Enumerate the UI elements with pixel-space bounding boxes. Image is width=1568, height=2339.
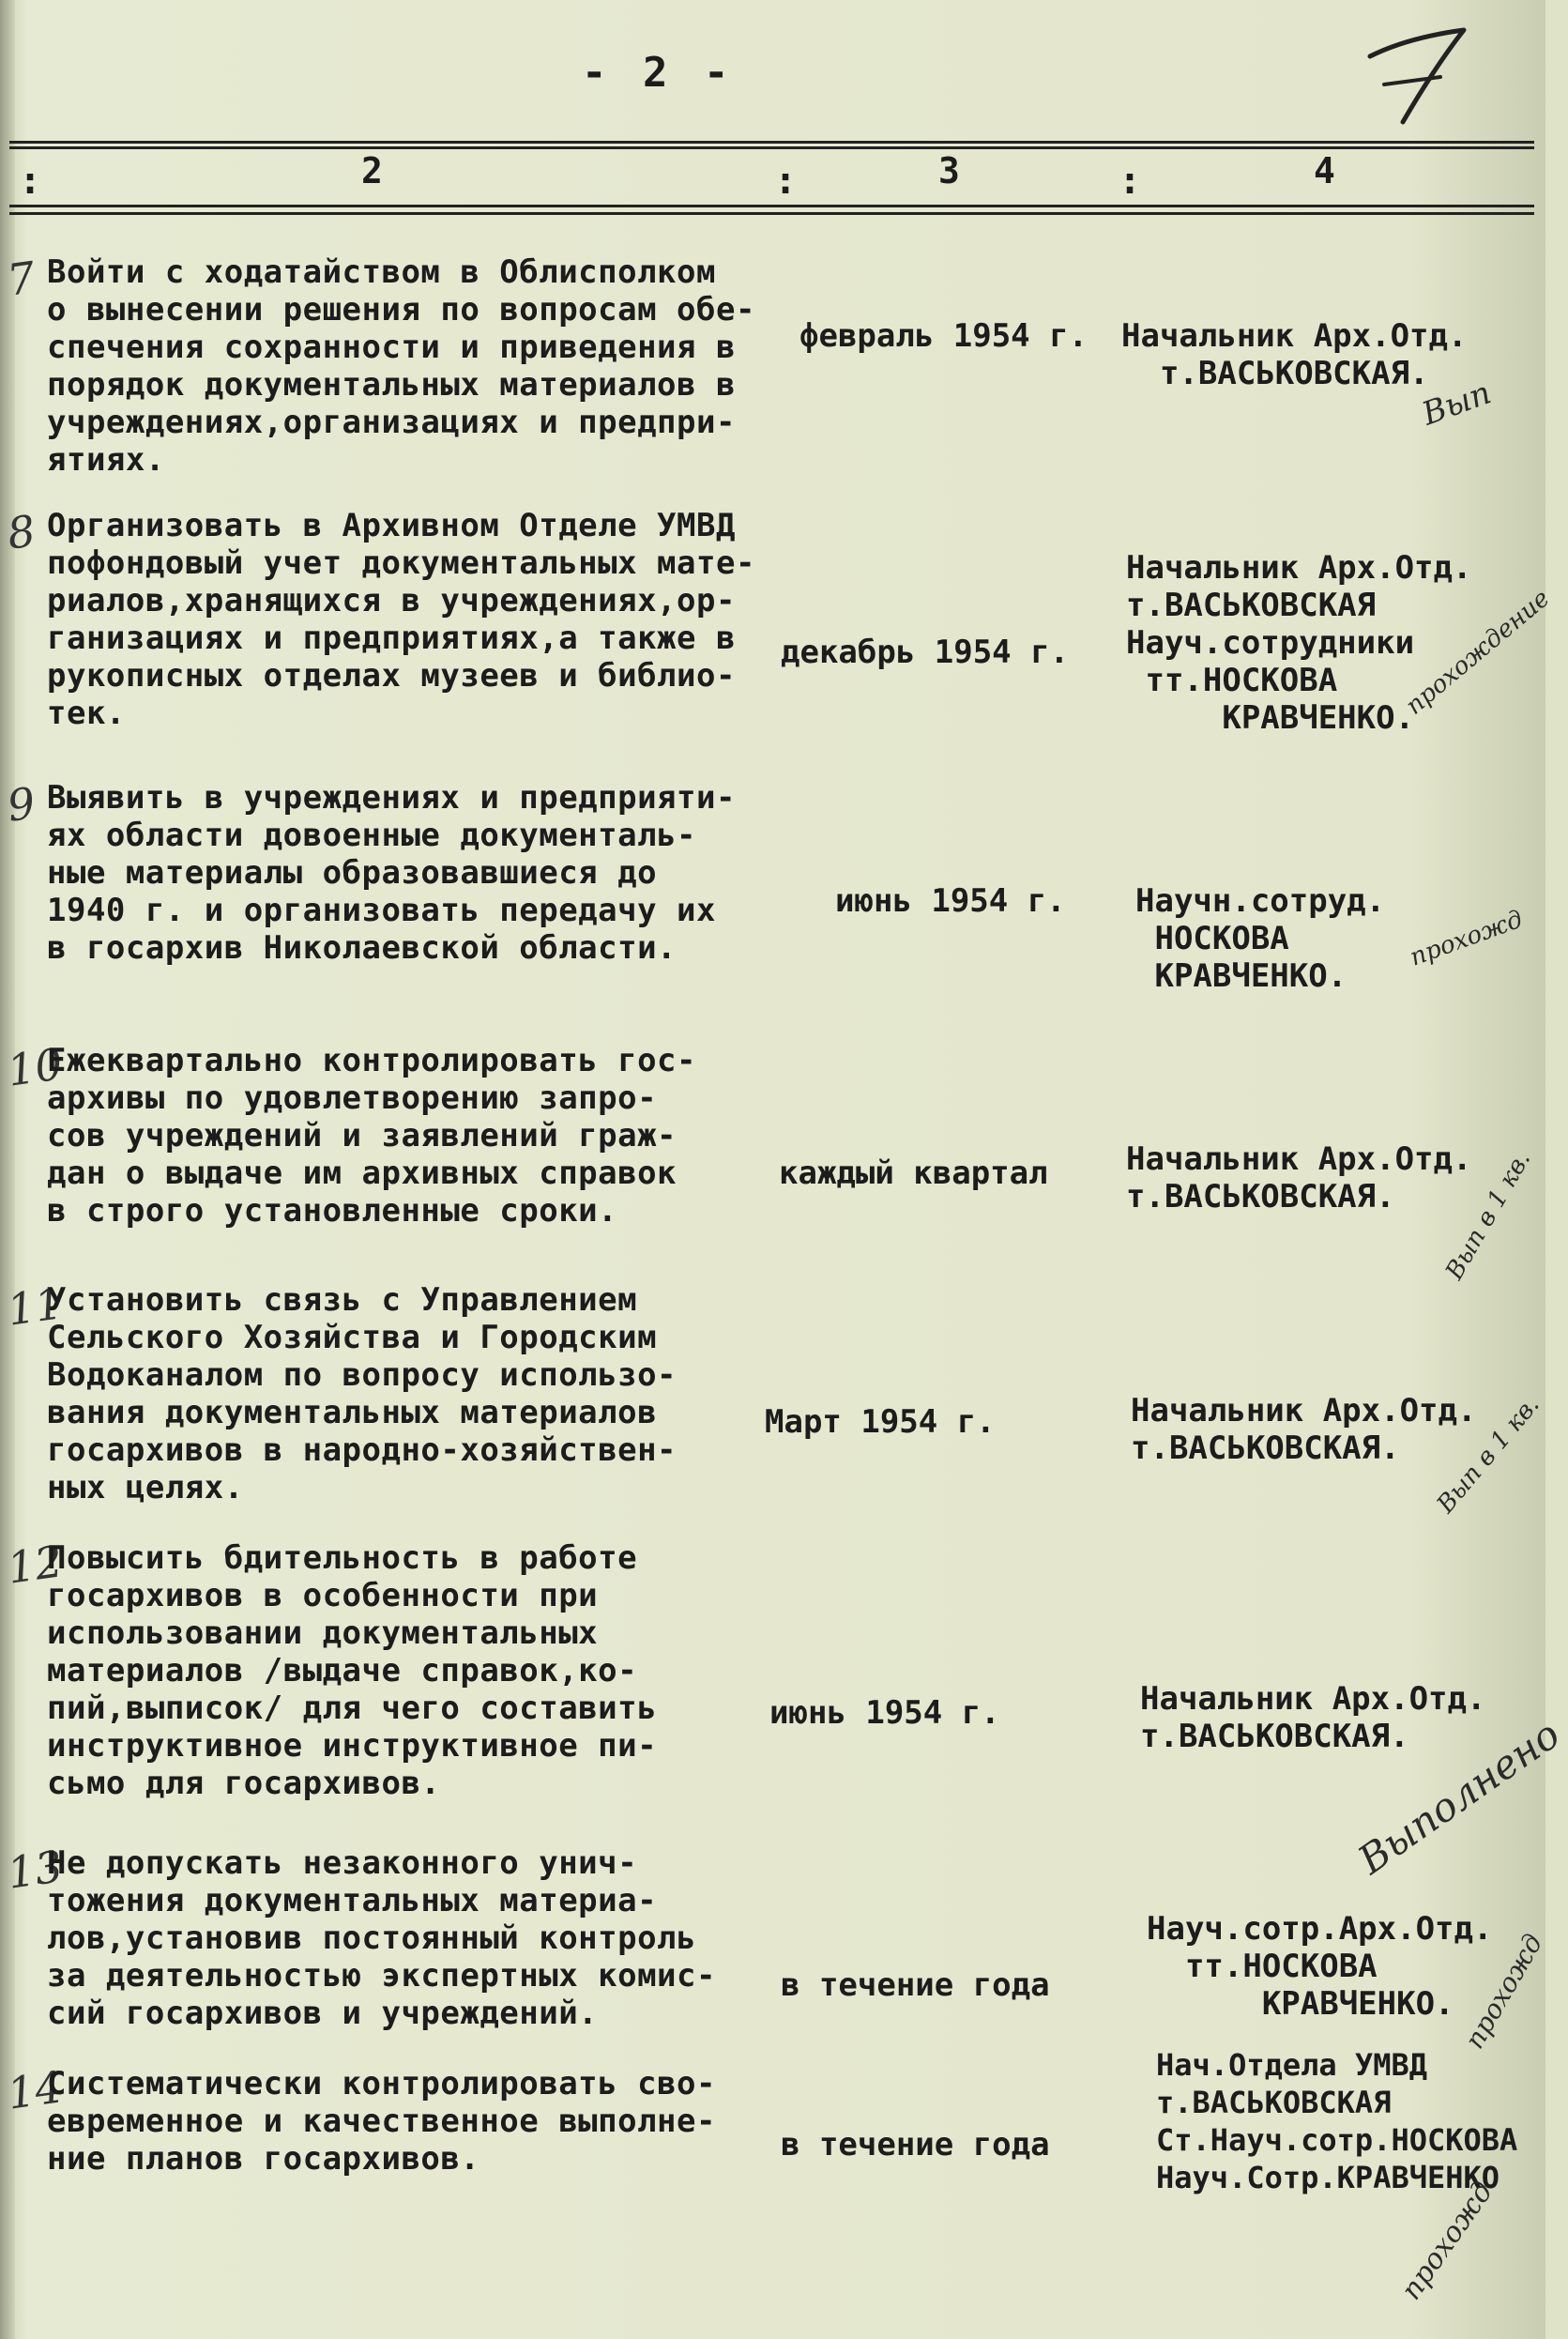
svg-text:7: 7 (1351, 19, 1352, 20)
row-number-handwritten: 7 (4, 252, 38, 306)
responsible-text: Научн.сотруд. НОСКОВА КРАВЧЕНКО. (1135, 882, 1386, 995)
header-rule-top (9, 141, 1534, 144)
deadline-text: декабрь 1954 г. (781, 634, 1070, 671)
task-text: Повысить бдительность в работе госархивов в особенности при использовании документальных материалов /выдаче справок,ко- пий,выписок/ для чего составить инструктивное инструктивное пи- сьмо для госархивов. (47, 1539, 658, 1802)
deadline-text: каждый квартал (779, 1154, 1048, 1192)
deadline-text: июнь 1954 г. (769, 1694, 1000, 1732)
responsible-text: Начальник Арх.Отд. т.ВАСЬКОВСКАЯ Науч.сотрудники тт.НОСКОВА КРАВЧЕНКО. (1126, 549, 1472, 737)
handwritten-note: Вып в 1 кв. (1440, 1146, 1537, 1285)
deadline-text: в течение года (781, 2126, 1050, 2163)
responsible-text: Науч.сотр.Арх.Отд. тт.НОСКОВА КРАВЧЕНКО. (1147, 1910, 1493, 2023)
deadline-text: Март 1954 г. (765, 1403, 996, 1441)
deadline-text: в течение года (781, 1966, 1050, 2004)
task-text: Систематически контролировать сво- евременное и качественное выполне- ние планов госархивов. (47, 2065, 716, 2178)
header-col-2: 2 (361, 150, 383, 191)
responsible-text: Начальник Арх.Отд. т.ВАСЬКОВСКАЯ. (1126, 1140, 1472, 1215)
responsible-text: Нач.Отдела УМВД т.ВАСЬКОВСКАЯ Ст.Науч.сотр.НОСКОВА Науч.Сотр.КРАВЧЕНКО (1156, 2047, 1518, 2195)
handwritten-note: Выполнено (1349, 1710, 1568, 1884)
task-text: Не допускать незаконного унич- тожения документальных материа- лов,установив постоянный контроль за деятельностью экспертных комис- сий госархивов и учреждений. (47, 1844, 716, 2032)
task-text: Организовать в Архивном Отделе УМВД пофондовый учет документальных мате- риалов,хранящихся в учреждениях,ор- ганизациях и предприятиях,а также в рукописных отделах музеев и библио- тек. (47, 507, 755, 732)
row-number-handwritten: 8 (4, 505, 38, 559)
deadline-text: февраль 1954 г. (799, 317, 1088, 355)
responsible-text: Начальник Арх.Отд. т.ВАСЬКОВСКАЯ. (1121, 317, 1468, 392)
responsible-text: Начальник Арх.Отд. т.ВАСЬКОВСКАЯ. (1131, 1392, 1477, 1467)
task-text: Установить связь с Управлением Сельского Хозяйства и Городским Водоканалом по вопросу использо- вания документальных материалов госархивов в народно-хозяйствен- ных целях. (47, 1281, 677, 1506)
task-text: Войти с ходатайством в Облисполком о вынесении решения по вопросам обе- спечения сохранности и приведения в порядок документальных материалов в учреждениях,организациях и предпри- ятиях. (47, 253, 755, 479)
handwritten-note: прохожд (1394, 2176, 1500, 2306)
row-number-handwritten: 11 (4, 1277, 67, 1336)
handwritten-note: прохожд (1406, 905, 1527, 972)
row-number-handwritten: 9 (4, 777, 38, 832)
header-separator: : (774, 160, 798, 203)
header-rule-bottom (9, 205, 1534, 207)
header-rule-bottom-double (9, 212, 1534, 215)
binding-edge (0, 0, 15, 2339)
deadline-text: июнь 1954 г. (835, 882, 1066, 920)
row-number-handwritten: 13 (4, 1841, 67, 1899)
header-col-4: 4 (1314, 150, 1335, 191)
header-col-3: 3 (938, 150, 960, 191)
header-rule-top-double (9, 146, 1534, 149)
header-separator: : (1119, 160, 1142, 203)
handwritten-note: прохождение (1400, 584, 1556, 721)
task-text: Ежеквартально контролировать гос- архивы по удовлетворению запро- сов учреждений и заявлений граж- дан о выдаче им архивных справок в строго установленные сроки. (47, 1042, 697, 1230)
handwritten-note: прохожд (1458, 1928, 1549, 2055)
row-number-handwritten: 12 (4, 1536, 67, 1594)
handwritten-note: Вып (1417, 374, 1497, 434)
header-separator: : (19, 160, 42, 203)
handwritten-note: Вып в 1 кв. (1431, 1390, 1545, 1520)
responsible-text: Начальник Арх.Отд. т.ВАСЬКОВСКАЯ. (1140, 1680, 1486, 1755)
folio-number-handwritten (1351, 19, 1483, 131)
page-number: - 2 - (582, 49, 735, 97)
task-text: Выявить в учреждениях и предприяти- ях области довоенные документаль- ные материалы образовавшиеся до 1940 г. и организовать передачу их в госархив Николаевской области. (47, 779, 736, 967)
row-number-handwritten: 10 (4, 1038, 67, 1096)
row-number-handwritten: 14 (4, 2061, 67, 2119)
